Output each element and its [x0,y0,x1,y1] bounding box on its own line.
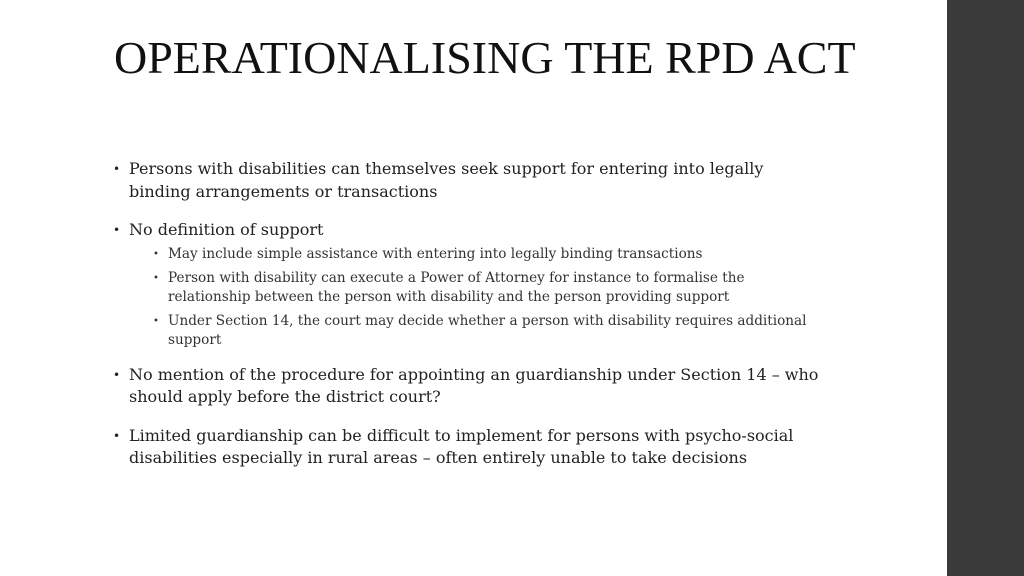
bullet-icon: • [113,162,121,176]
bullet-text: Limited guardianship can be difficult to implement for persons with psycho-social disabilities especially in rural areas – often entirely unable to take decisions [129,425,794,467]
sub-bullet-icon: • [153,315,159,327]
sub-bullet-text: Person with disability can execute a Power of Attorney for instance to formalise the relationship between the person with disability and the person providing support [168,269,745,305]
bullet-icon: • [113,428,121,443]
sub-bullet-item-2 [151,269,823,307]
bullet-text: No mention of the procedure for appointing an guardianship under Section 14 – who should apply before the district court? [129,364,819,406]
bullet-icon: • [113,223,121,237]
bullet-item-4 [113,425,823,470]
bullet-text: No definition of support [129,220,324,239]
sub-bullet-list [151,245,823,350]
bullet-item-3 [113,364,823,409]
sub-bullet-item-3 [151,312,823,350]
side-accent-bar [947,0,1024,576]
bullet-icon: • [113,367,121,382]
bullet-item-1 [113,158,823,203]
sub-bullet-icon: • [153,248,159,260]
bullet-list [113,158,823,486]
sub-bullet-icon: • [153,272,159,284]
sub-bullet-item-1 [151,245,823,264]
bullet-item-2 [113,219,823,350]
bullet-text: Persons with disabilities can themselves seek support for entering into legally binding arrangements or transactions [129,159,764,201]
sub-bullet-text: May include simple assistance with entering into legally binding transactions [168,245,703,262]
slide-title: OPERATIONALISING THE RPD ACT [114,32,856,83]
sub-bullet-text: Under Section 14, the court may decide whether a person with disability requires additional support [168,312,807,348]
